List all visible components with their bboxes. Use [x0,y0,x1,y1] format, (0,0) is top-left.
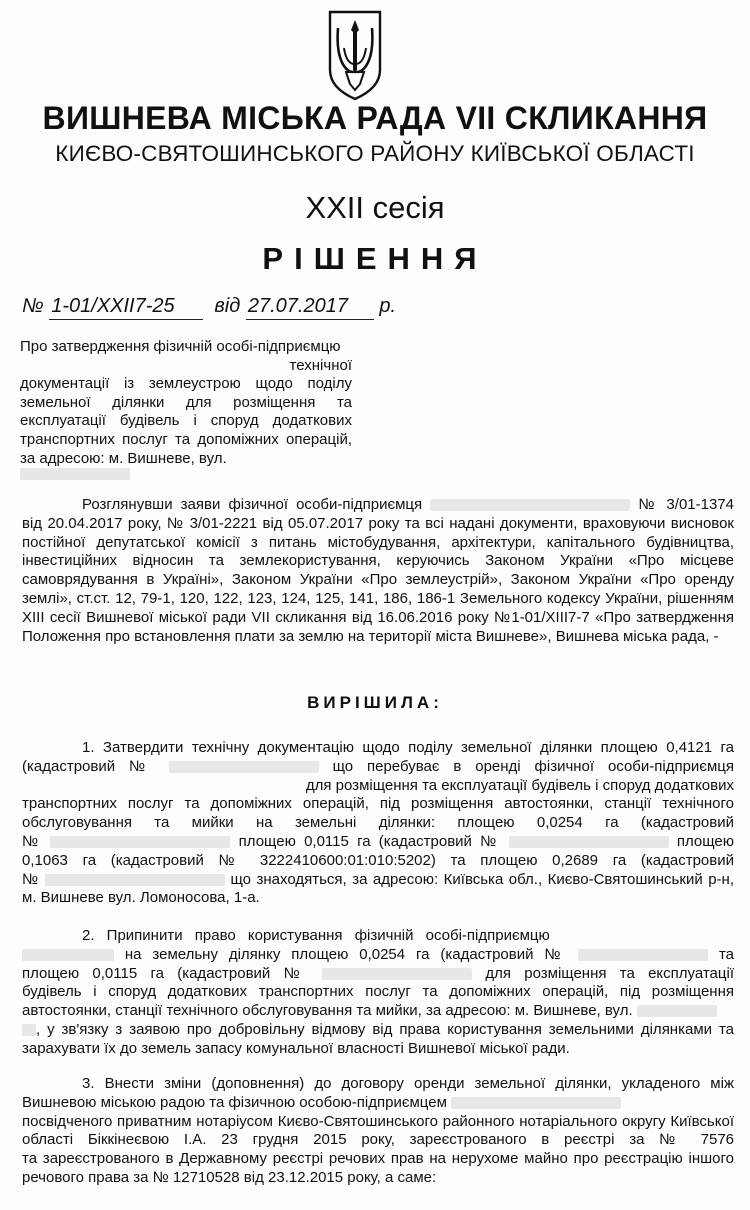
item-text: що знаходяться, за адресою: Київська обл., Києво-Святошинський р-н, [230,870,734,888]
redacted-text [169,761,319,773]
item-line: 2. Припинити право користування фізичній особі-підприємцю [82,927,550,944]
item-text: № [22,870,40,888]
decision-number: 1-01/XXII7-25 [49,293,203,320]
item-3 [22,1075,734,1188]
item-line: 3. Внести зміни (доповнення) до договору оренди земельної ділянки, укладеного між [82,1075,734,1092]
decision-number-line [22,293,396,320]
item-text: № [22,832,43,850]
item-line: посвідченого приватним нотаріусом Києво-Святошинського районного нотаріального округу Київської [22,1112,734,1130]
item-1 [22,739,734,908]
subject-line: технічної [289,356,352,374]
redacted-text [22,949,114,961]
item-line: речового права за № 12710528 від 23.12.2015 року, а саме: [22,1168,437,1186]
subject-line: Про затвердження фізичній особі-підприємцю [20,338,341,355]
item-line: 1. Затвердити технічну документацію щодо поділу земельної ділянки площею 0,4121 га [82,739,734,756]
item-line: 0,1063 га (кадастровий № 3222410600:01:010:5202) та площею 0,2689 га (кадастровий [22,851,734,869]
redacted-text [22,1024,36,1036]
council-name: ВИШНЕВА МІСЬКА РАДА VII СКЛИКАННЯ [42,100,708,136]
item-line: зарахувати їх до земель запасу комунальної власності Вишневої міської ради. [22,1039,570,1057]
item-text: (кадастровий № [22,757,155,775]
item-line: для розміщення та експлуатації будівель і споруд додаткових [305,776,734,794]
item-text: Вишневою міською радою та фізичною особою-підприємцем [22,1093,447,1111]
redacted-text [50,836,230,848]
decision-title: РІШЕННЯ [262,241,488,276]
item-line: транспортних послуг та допоміжних операцій, під розміщення автостоянки, станції технічного [22,795,734,813]
decision-subject [20,338,352,480]
subject-line: за адресою: м. Вишневе, вул. [20,449,227,467]
item-text: площею 0,0115 га (кадастровий № [238,832,501,850]
item-text: та [718,945,734,963]
item-line: та зареєстрованого в Державному реєстрі речових прав на нерухоме майно про реєстрацію іншого [22,1150,734,1168]
decision-date: 27.07.2017 [246,293,374,320]
preamble-text: № 3/01-1374 [638,496,734,513]
subject-line: земельної ділянки для розміщення та [20,393,352,411]
item-text: для розміщення та експлуатації [485,964,734,982]
session-title: XXII сесія [305,190,445,225]
year-suffix: р. [379,295,397,317]
redacted-text [509,836,669,848]
preamble [22,496,734,646]
subject-line: документації із землеустрою щодо поділу [20,375,352,393]
item-text: що перебуває в оренді фізичної особи-підприємця [332,757,734,775]
item-text: автостоянки, станції технічного обслуговування та мийки, за адресою: м. Вишневе, вул. [22,1002,633,1020]
preamble-line: Положення про встановлення плати за землю на території міста Вишневе», Вишнева міська рада, - [22,627,719,645]
item-line: обслуговування та мийки на земельні ділянки: площею 0,0254 га (кадастровий [22,814,734,832]
subject-line: експлуатації будівель і споруд додаткових [20,412,352,430]
item-text: площею 0,0115 га (кадастровий № [22,964,309,982]
resolved-heading: ВИРІШИЛА: [307,693,443,712]
preamble-line: XIII сесії Вишневої міської ради VII скликання від 16.06.2016 року №1-01/XIII7-7 «Про затвердження [22,608,734,626]
item-line: м. Вишневе вул. Ломоносова, 1-а. [22,889,260,907]
item-text: , у зв'язку з заявою про добровільну відмову від права користування земельними ділянками та [36,1020,734,1038]
preamble-line: постійної депутатської комісії з питань містобудування, архітектури, капітального будівництва, [22,533,734,551]
preamble-line: самоврядування в Україні», Законом України «Про землеустрій», Законом України «Про оренду [22,571,734,589]
item-text: площею [676,832,734,850]
trident-emblem-icon [324,8,386,102]
redacted-text [637,1005,717,1017]
subject-line: транспортних послуг та допоміжних операцій, [20,430,352,448]
redacted-text [45,874,225,886]
redacted-text [20,468,130,480]
redacted-text [430,499,630,511]
redacted-text [322,968,472,980]
item-text: на земельну ділянку площею 0,0254 га (кадастровий № [124,945,568,963]
item-line: області Біккінеєвою І.А. 23 грудня 2015 року, зареєстрованого в реєстрі за № 7576 [22,1131,734,1149]
redacted-text [578,949,708,961]
preamble-text: Розглянувши заяви фізичної особи-підприємця [82,496,423,513]
preamble-line: землі», ст.ст. 12, 79-1, 120, 122, 123, 124, 125, 141, 186, 186-1 Земельного кодексу України, рішенням [22,589,734,607]
date-prefix: від [214,295,241,317]
preamble-line: від 20.04.2017 року, № 3/01-2221 від 05.07.2017 року та всі надані документи, враховуючи висновок [22,514,734,532]
item-2 [22,927,734,1059]
item-line: будівель і споруд додаткових транспортних послуг та допоміжних операцій, під розміщення [22,983,734,1001]
redacted-text [451,1097,621,1109]
preamble-line: інвестиційних відносин та землекористування, керуючись Законом України «Про місцеве [22,552,734,570]
number-prefix: № [22,295,44,317]
district-name: КИЄВО-СВЯТОШИНСЬКОГО РАЙОНУ КИЇВСЬКОЇ ОБЛАСТІ [55,141,695,166]
